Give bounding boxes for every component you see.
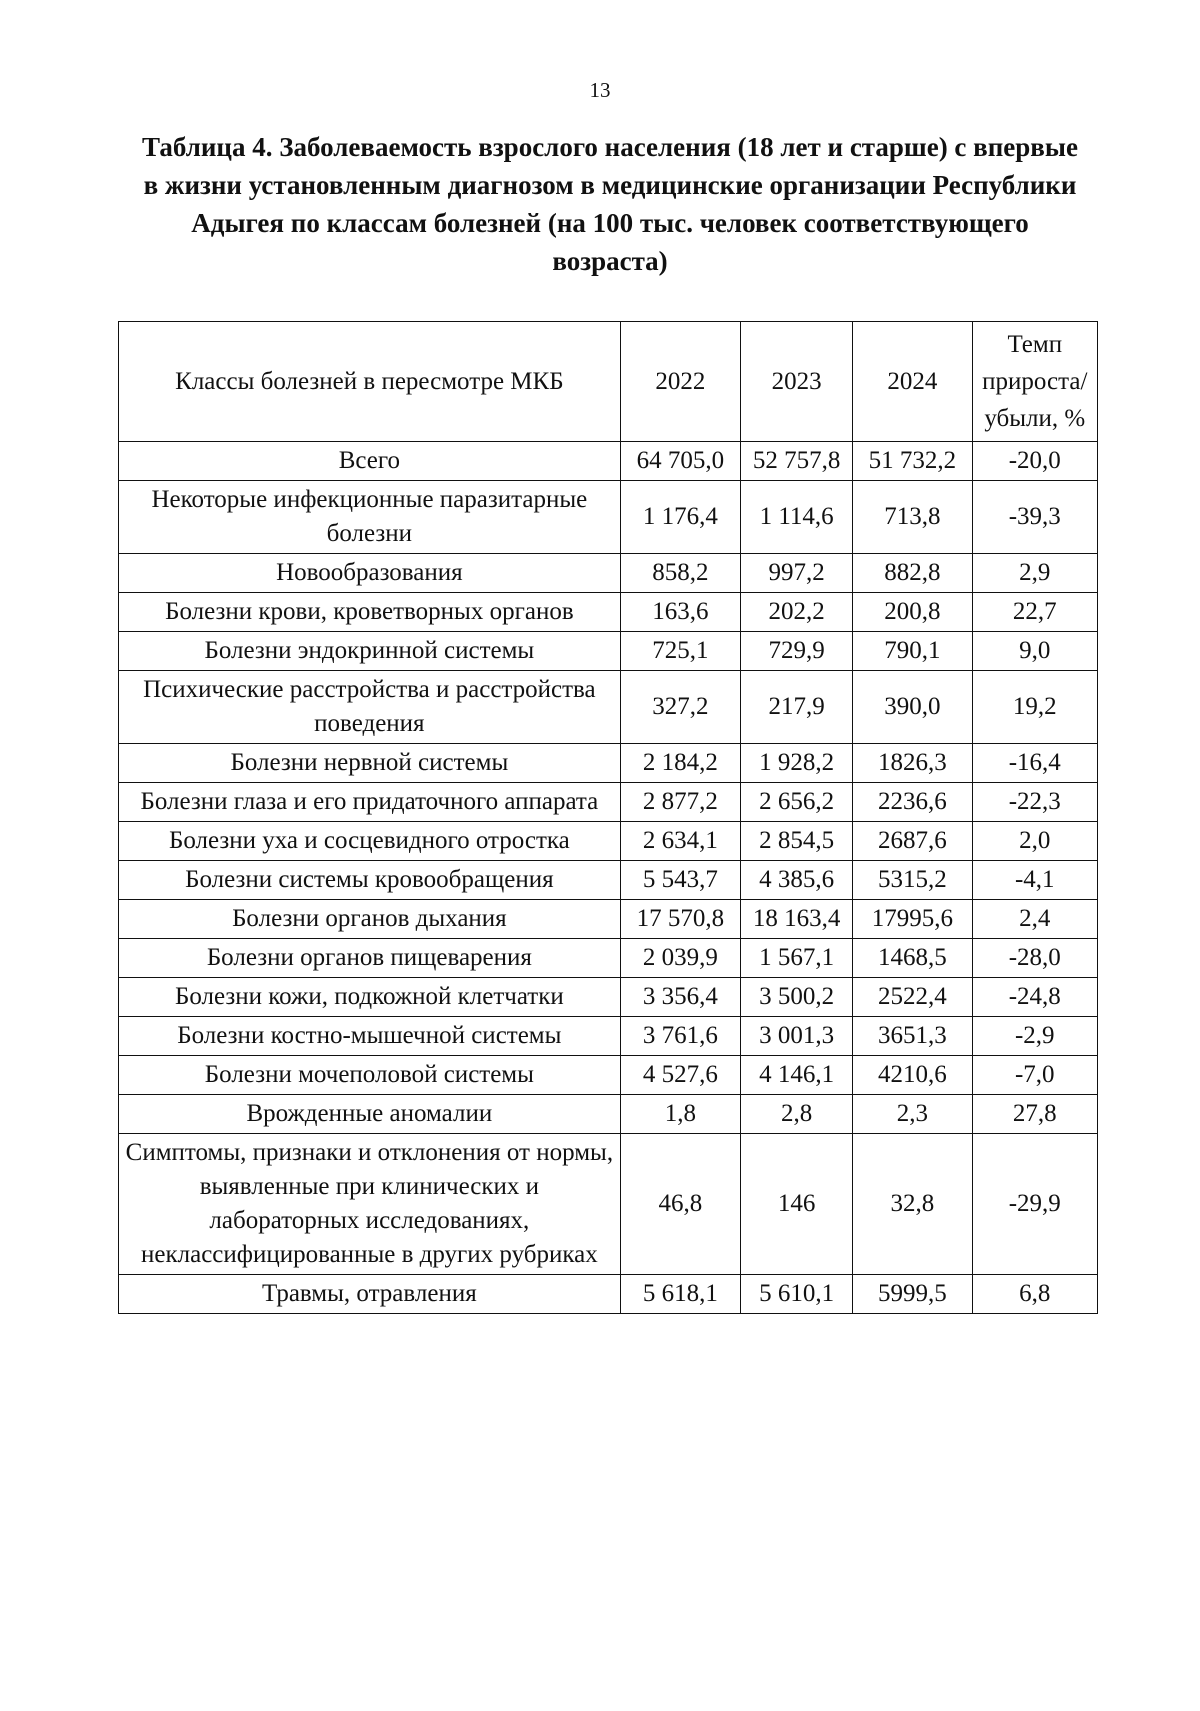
table-row (119, 978, 1098, 1017)
growth-rate-cell: -2,9 (972, 1017, 1097, 1056)
disease-class-cell: Болезни крови, кроветворных органов (119, 593, 621, 632)
disease-class-cell: Болезни органов пищеварения (119, 939, 621, 978)
value-2022-cell: 5 618,1 (620, 1275, 740, 1314)
value-2022-cell: 327,2 (620, 671, 740, 744)
table-row (119, 554, 1098, 593)
value-2023-cell: 3 001,3 (741, 1017, 853, 1056)
table-row (119, 632, 1098, 671)
value-2024-cell: 51 732,2 (853, 442, 972, 481)
disease-class-cell: Болезни системы кровообращения (119, 861, 621, 900)
value-2022-cell: 17 570,8 (620, 900, 740, 939)
disease-class-cell: Болезни органов дыхания (119, 900, 621, 939)
header-growth-rate: Темп прироста/убыли, % (972, 322, 1097, 442)
value-2024-cell: 200,8 (853, 593, 972, 632)
table-row (119, 1275, 1098, 1314)
disease-class-cell: Психические расстройства и расстройства поведения (119, 671, 621, 744)
value-2022-cell: 4 527,6 (620, 1056, 740, 1095)
growth-rate-cell: -28,0 (972, 939, 1097, 978)
table-caption: Таблица 4. Заболеваемость взрослого населения (18 лет и старше) с впервые в жизни установленным диагнозом в медицинские организации Республики Адыгея по классам болезней (на 100 тыс. человек соответствующего возраста) (142, 132, 1078, 276)
disease-class-cell: Болезни глаза и его придаточного аппарата (119, 783, 621, 822)
growth-rate-cell: -24,8 (972, 978, 1097, 1017)
table-row (119, 481, 1098, 554)
value-2022-cell: 46,8 (620, 1134, 740, 1275)
morbidity-table (118, 321, 1098, 1314)
value-2022-cell: 2 184,2 (620, 744, 740, 783)
growth-rate-cell: -4,1 (972, 861, 1097, 900)
value-2023-cell: 202,2 (741, 593, 853, 632)
value-2024-cell: 713,8 (853, 481, 972, 554)
value-2024-cell: 882,8 (853, 554, 972, 593)
value-2023-cell: 18 163,4 (741, 900, 853, 939)
value-2024-cell: 390,0 (853, 671, 972, 744)
value-2023-cell: 3 500,2 (741, 978, 853, 1017)
table-header (119, 322, 1098, 442)
value-2022-cell: 1 176,4 (620, 481, 740, 554)
header-disease-class: Классы болезней в пересмотре МКБ (119, 322, 621, 442)
value-2024-cell: 1826,3 (853, 744, 972, 783)
table-row (119, 1056, 1098, 1095)
growth-rate-cell: -7,0 (972, 1056, 1097, 1095)
table-row (119, 1095, 1098, 1134)
value-2022-cell: 163,6 (620, 593, 740, 632)
value-2022-cell: 2 877,2 (620, 783, 740, 822)
disease-class-cell: Всего (119, 442, 621, 481)
table-row (119, 861, 1098, 900)
value-2023-cell: 2 656,2 (741, 783, 853, 822)
value-2024-cell: 5315,2 (853, 861, 972, 900)
value-2022-cell: 64 705,0 (620, 442, 740, 481)
disease-class-cell: Болезни уха и сосцевидного отростка (119, 822, 621, 861)
table-row (119, 822, 1098, 861)
disease-class-cell: Болезни кожи, подкожной клетчатки (119, 978, 621, 1017)
value-2022-cell: 2 039,9 (620, 939, 740, 978)
value-2022-cell: 1,8 (620, 1095, 740, 1134)
growth-rate-cell: -20,0 (972, 442, 1097, 481)
table-row (119, 744, 1098, 783)
disease-class-cell: Новообразования (119, 554, 621, 593)
value-2023-cell: 1 114,6 (741, 481, 853, 554)
value-2023-cell: 997,2 (741, 554, 853, 593)
growth-rate-cell: 27,8 (972, 1095, 1097, 1134)
growth-rate-cell: 2,9 (972, 554, 1097, 593)
table-row (119, 593, 1098, 632)
disease-class-cell: Симптомы, признаки и отклонения от нормы, выявленные при клинических и лабораторных исследованиях, неклассифицированные в других рубриках (119, 1134, 621, 1275)
disease-class-cell: Травмы, отравления (119, 1275, 621, 1314)
value-2023-cell: 1 567,1 (741, 939, 853, 978)
value-2024-cell: 17995,6 (853, 900, 972, 939)
value-2023-cell: 729,9 (741, 632, 853, 671)
table-row (119, 939, 1098, 978)
growth-rate-cell: 6,8 (972, 1275, 1097, 1314)
growth-rate-cell: -29,9 (972, 1134, 1097, 1275)
disease-class-cell: Болезни нервной системы (119, 744, 621, 783)
value-2023-cell: 217,9 (741, 671, 853, 744)
value-2023-cell: 1 928,2 (741, 744, 853, 783)
disease-class-cell: Болезни костно-мышечной системы (119, 1017, 621, 1056)
table-row (119, 783, 1098, 822)
disease-class-cell: Болезни мочеполовой системы (119, 1056, 621, 1095)
growth-rate-cell: 9,0 (972, 632, 1097, 671)
value-2023-cell: 4 385,6 (741, 861, 853, 900)
growth-rate-cell: 22,7 (972, 593, 1097, 632)
value-2023-cell: 52 757,8 (741, 442, 853, 481)
value-2022-cell: 3 356,4 (620, 978, 740, 1017)
value-2024-cell: 3651,3 (853, 1017, 972, 1056)
table-row (119, 900, 1098, 939)
disease-class-cell: Некоторые инфекционные паразитарные болезни (119, 481, 621, 554)
header-year-2023: 2023 (741, 322, 853, 442)
growth-rate-cell: -22,3 (972, 783, 1097, 822)
value-2024-cell: 4210,6 (853, 1056, 972, 1095)
growth-rate-cell: 19,2 (972, 671, 1097, 744)
growth-rate-cell: 2,0 (972, 822, 1097, 861)
value-2023-cell: 2,8 (741, 1095, 853, 1134)
value-2022-cell: 3 761,6 (620, 1017, 740, 1056)
growth-rate-cell: 2,4 (972, 900, 1097, 939)
value-2022-cell: 5 543,7 (620, 861, 740, 900)
value-2024-cell: 2,3 (853, 1095, 972, 1134)
disease-class-cell: Врожденные аномалии (119, 1095, 621, 1134)
value-2024-cell: 2522,4 (853, 978, 972, 1017)
value-2023-cell: 146 (741, 1134, 853, 1275)
table-row (119, 671, 1098, 744)
growth-rate-cell: -16,4 (972, 744, 1097, 783)
growth-rate-cell: -39,3 (972, 481, 1097, 554)
value-2024-cell: 790,1 (853, 632, 972, 671)
table-body (119, 442, 1098, 1314)
table-row (119, 442, 1098, 481)
disease-class-cell: Болезни эндокринной системы (119, 632, 621, 671)
value-2022-cell: 2 634,1 (620, 822, 740, 861)
header-year-2024: 2024 (853, 322, 972, 442)
value-2022-cell: 858,2 (620, 554, 740, 593)
value-2023-cell: 2 854,5 (741, 822, 853, 861)
value-2024-cell: 32,8 (853, 1134, 972, 1275)
header-row (119, 322, 1098, 442)
value-2024-cell: 2687,6 (853, 822, 972, 861)
value-2024-cell: 5999,5 (853, 1275, 972, 1314)
value-2023-cell: 4 146,1 (741, 1056, 853, 1095)
value-2024-cell: 1468,5 (853, 939, 972, 978)
value-2022-cell: 725,1 (620, 632, 740, 671)
table-row (119, 1017, 1098, 1056)
page-number: 13 (589, 78, 611, 102)
value-2024-cell: 2236,6 (853, 783, 972, 822)
table-row (119, 1134, 1098, 1275)
value-2023-cell: 5 610,1 (741, 1275, 853, 1314)
header-year-2022: 2022 (620, 322, 740, 442)
